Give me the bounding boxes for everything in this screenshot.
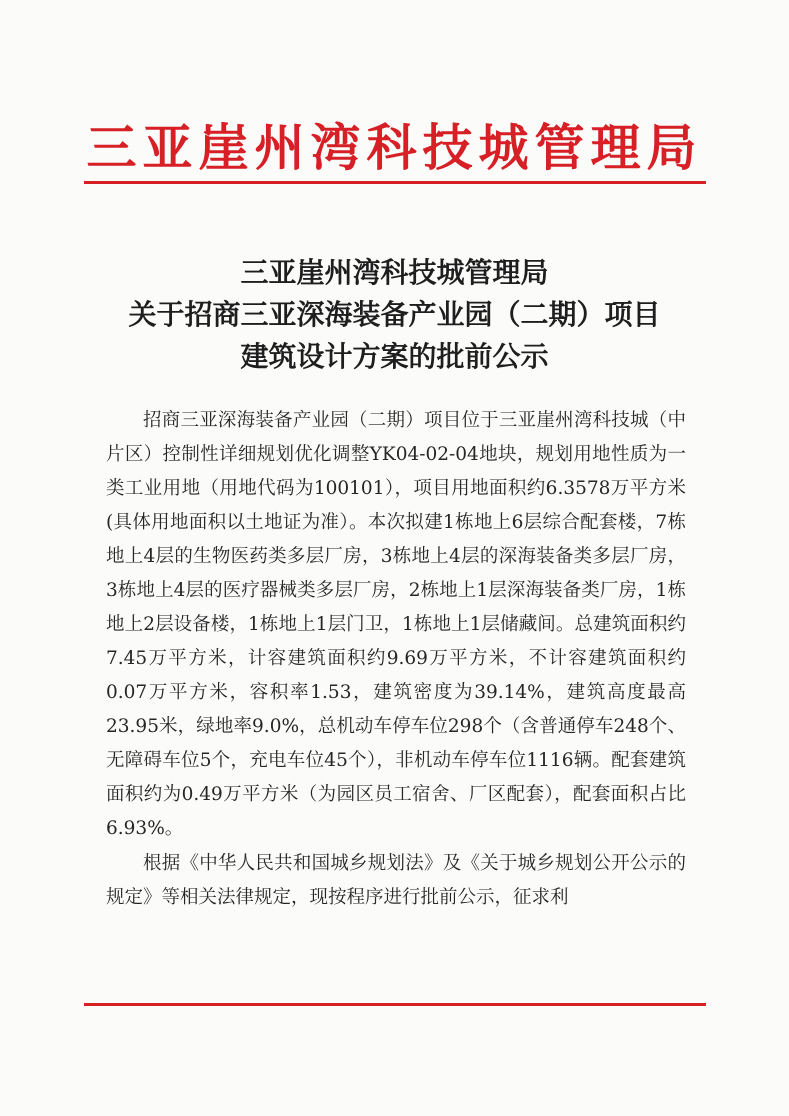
body-paragraph-1: 招商三亚深海装备产业园（二期）项目位于三亚崖州湾科技城（中片区）控制性详细规划优化调整YK04-02-04地块，规划用地性质为一类工业用地（用地代码为100101），项目用地面积约6.3578万平方米(具体用地面积以土地证为准）。本次拟建1栋地上6层综合配套楼，7栋地上4层的生物医药类多层厂房，3栋地上4层的深海装备类多层厂房，3栋地上4层的医疗器械类多层厂房，2栋地上1层深海装备类厂房，1栋地上2层设备楼，1栋地上1层门卫，1栋地上1层储藏间。总建筑面积约7.45万平方米，计容建筑面积约9.69万平方米，不计容建筑面积约0.07万平方米，容积率1.53，建筑密度为39.14%，建筑高度最高23.95米，绿地率9.0%，总机动车停车位298个（含普通停车248个、无障碍车位5个，充电车位45个），非机动车停车位1116辆。配套建筑面积约为0.49万平方米（为园区员工宿舍、厂区配套），配套面积占比6.93%。	[106, 410, 686, 839]
letterhead-org-name: 三亚崖州湾科技城管理局	[86, 119, 703, 177]
title-line-2: 关于招商三亚深海装备产业园（二期）项目	[128, 298, 661, 331]
body-paragraph-2: 根据《中华人民共和国城乡规划法》及《关于城乡规划公开公示的规定》等相关法律规定，现按程序进行批前公示，征求利	[106, 853, 686, 908]
footer-divider	[84, 1003, 706, 1006]
letterhead-divider	[84, 181, 706, 184]
title-line-1: 三亚崖州湾科技城管理局	[240, 256, 549, 289]
notice-title	[0, 252, 789, 378]
title-line-3: 建筑设计方案的批前公示	[240, 340, 549, 373]
notice-body	[106, 404, 686, 916]
